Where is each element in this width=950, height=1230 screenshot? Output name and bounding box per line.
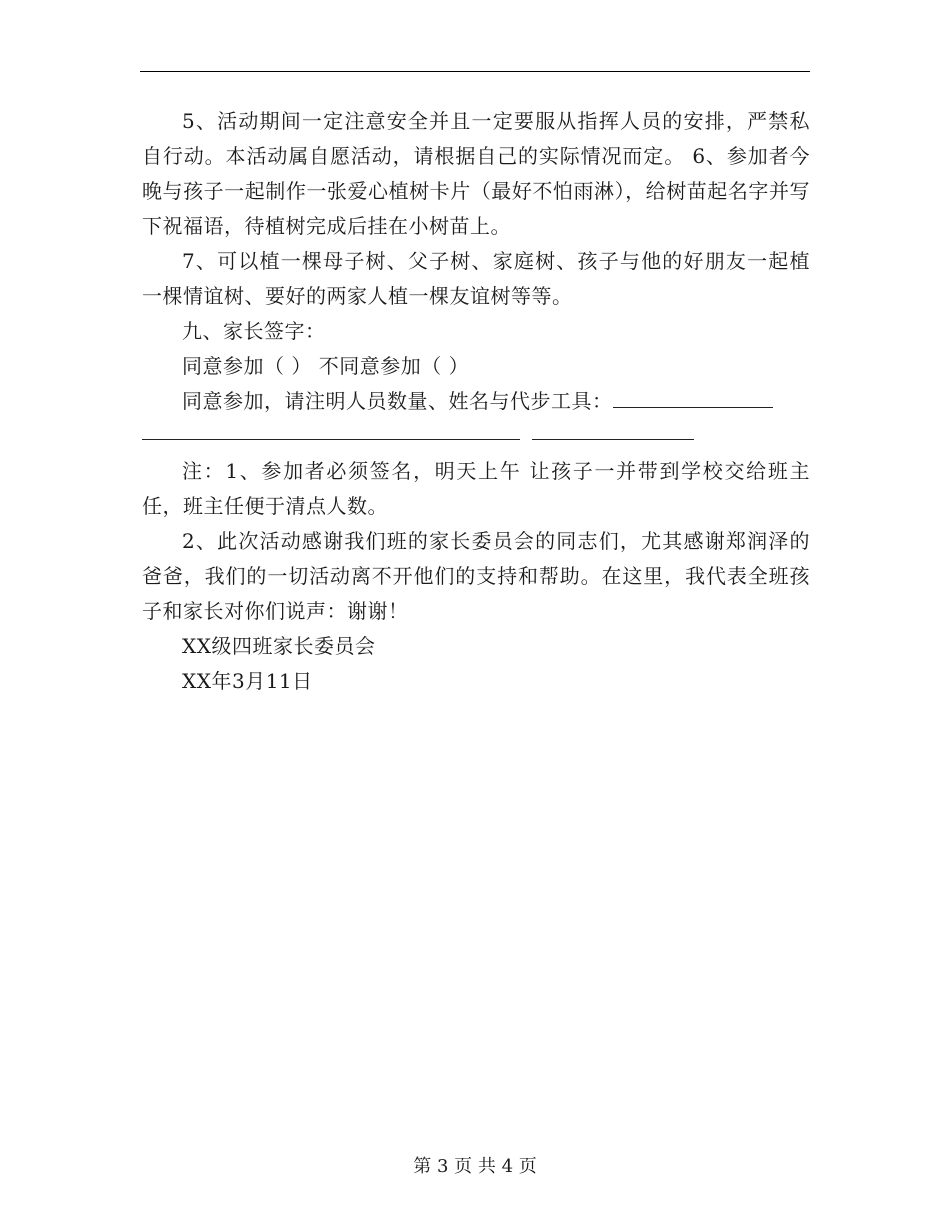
header-rule: [140, 71, 810, 72]
consent-details-label: 同意参加，请注明人员数量、姓名与代步工具：: [182, 389, 613, 413]
note-item-2: 2、此次活动感谢我们班的家长委员会的同志们，尤其感谢郑润泽的爸爸，我们的一切活动离不开他们的支持和帮助。在这里，我代表全班孩子和家长对你们说声：谢谢！: [142, 529, 810, 623]
blank-segment: [532, 439, 694, 440]
fill-in-blank-line: [142, 419, 810, 454]
note-item-1: 注：1、参加者必须签名，明天上午 让孩子一并带到学校交给班主任，班主任便于清点人数。: [142, 459, 810, 518]
consent-options: 同意参加（ ） 不同意参加（ ）: [182, 354, 470, 378]
blank-segment: [142, 439, 520, 440]
paragraph-item-7: 7、可以植一棵母子树、父子树、家庭树、孩子与他的好朋友一起植一棵情谊树、要好的两家人植一棵友谊树等等。: [142, 249, 810, 308]
signature-date: XX年3月11日: [182, 669, 313, 693]
signature-committee: XX级四班家长委员会: [182, 634, 376, 658]
page-number: 第 3 页 共 4 页: [413, 1156, 537, 1177]
section-heading-parent-signature: 九、家长签字：: [182, 319, 326, 343]
fill-in-blank: [613, 385, 773, 408]
paragraph-item-5-6: 5、活动期间一定注意安全并且一定要服从指挥人员的安排，严禁私自行动。本活动属自愿活动，请根据自己的实际情况而定。 6、参加者今晚与孩子一起制作一张爱心植树卡片（最好不怕雨淋），给树苗起名字并写下祝福语，待植树完成后挂在小树苗上。: [142, 109, 810, 238]
document-body: [142, 104, 810, 699]
consent-details-line: [142, 384, 810, 419]
